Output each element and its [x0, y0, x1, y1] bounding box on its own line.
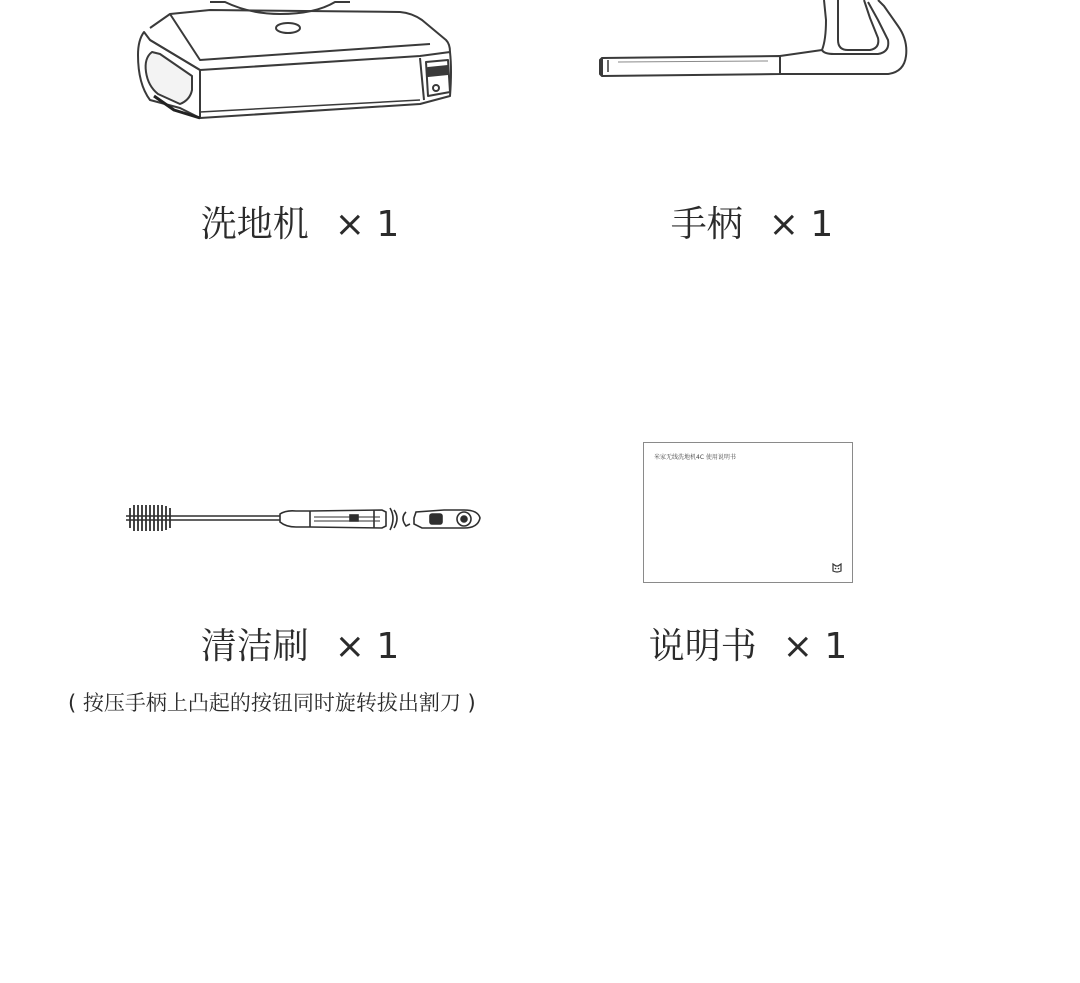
- item-qty: × 1: [334, 204, 400, 245]
- item-qty: × 1: [334, 626, 400, 667]
- item-qty: × 1: [782, 626, 848, 667]
- item-name: 说明书: [648, 626, 757, 667]
- brush-removal-note: ( 按压手柄上凸起的按钮同时旋转拔出割刀 ): [68, 691, 476, 715]
- manual-cover-title: 米家无线洗地机4C 使用说明书: [654, 454, 736, 461]
- item-caption-handle: [671, 203, 834, 247]
- item-name: 手柄: [670, 204, 743, 245]
- manual-illustration: [643, 442, 853, 583]
- item-caption-cleaning-brush: [201, 625, 400, 669]
- cleaning-brush-illustration: [124, 500, 484, 536]
- item-name: 洗地机: [200, 204, 309, 245]
- item-caption-manual: [649, 625, 848, 669]
- item-name: 清洁刷: [200, 626, 309, 667]
- mijia-logo-icon: [831, 562, 843, 574]
- item-caption-floor-washer: [201, 203, 400, 247]
- item-qty: × 1: [768, 204, 834, 245]
- handle-illustration: [598, 0, 910, 82]
- floor-washer-illustration: [130, 0, 465, 125]
